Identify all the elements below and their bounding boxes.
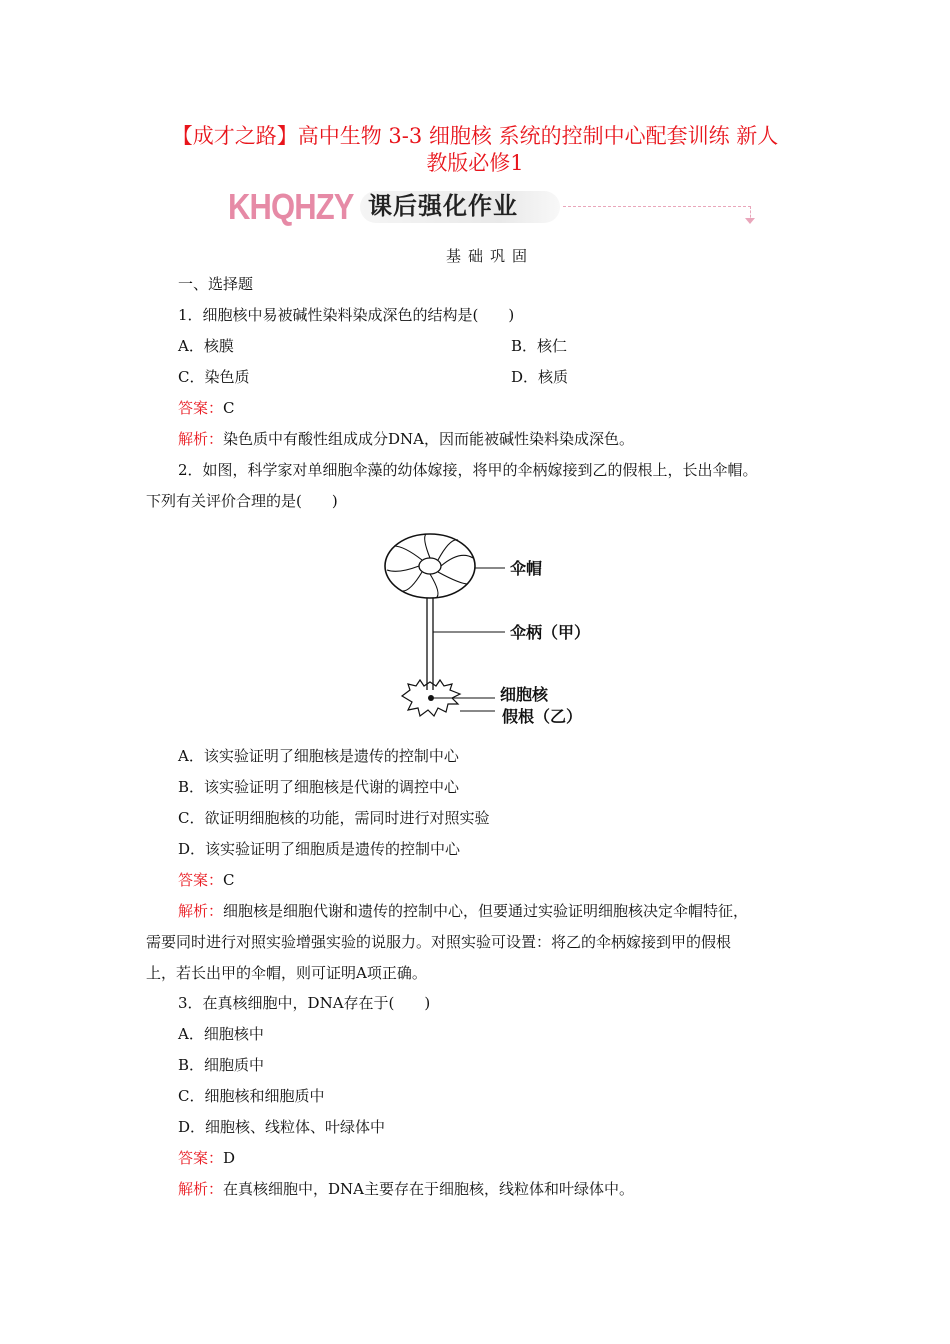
label-stalk: 伞柄（甲） (510, 623, 591, 642)
q1-option-b: B．核仁 (511, 337, 568, 355)
q2-stem-line1: 2．如图，科学家对单细胞伞藻的幼体嫁接，将甲的伞柄嫁接到乙的假根上，长出伞帽。 (178, 461, 758, 479)
acetabularia-figure (380, 528, 620, 732)
part-heading: 一、选择题 (178, 275, 254, 293)
document-title-line2: 教版必修1 (426, 151, 524, 175)
section-title: 基础巩固 (445, 247, 534, 265)
homework-banner (228, 185, 760, 231)
q2-answer (178, 870, 235, 890)
banner-dashed-line (563, 206, 751, 207)
q2-option-c: C．欲证明细胞核的功能，需同时进行对照实验 (178, 809, 490, 827)
analysis-text: 细胞核是细胞代谢和遗传的控制中心，但要通过实验证明细胞核决定伞帽特征， (223, 902, 749, 920)
document-title-line1: 【成才之路】高中生物 3-3 细胞核 系统的控制中心配套训练 新人 (171, 124, 779, 148)
answer-label: 答案： (178, 1149, 224, 1167)
q2-analysis-line1 (178, 901, 748, 921)
nucleus-dot (428, 695, 434, 701)
q1-stem: 1．细胞核中易被碱性染料染成深色的结构是( ) (178, 306, 515, 324)
answer-label: 答案： (178, 871, 224, 889)
q3-option-c: C．细胞核和细胞质中 (178, 1087, 325, 1105)
analysis-label: 解析： (178, 430, 224, 448)
label-nucleus: 细胞核 (500, 685, 549, 704)
analysis-text: 在真核细胞中，DNA主要存在于细胞核，线粒体和叶绿体中。 (223, 1180, 635, 1198)
answer-value: D (223, 1149, 236, 1167)
cap-center (419, 558, 441, 574)
answer-value: C (223, 871, 235, 889)
analysis-text: 染色质中有酸性组成成分DNA，因而能被碱性染料染成深色。 (223, 430, 635, 448)
q2-analysis-line2: 需要同时进行对照实验增强实验的说服力。对照实验可设置：将乙的伞柄嫁接到甲的假根 (146, 933, 732, 951)
q3-option-b: B．细胞质中 (178, 1056, 265, 1074)
q1-option-a: A．核膜 (178, 337, 234, 355)
q2-option-d: D．该实验证明了细胞质是遗传的控制中心 (178, 840, 461, 858)
q2-stem-line2: 下列有关评价合理的是( ) (146, 492, 338, 510)
arrow-down-icon (745, 218, 755, 224)
q3-option-a: A．细胞核中 (178, 1025, 264, 1043)
q1-option-c: C．染色质 (178, 368, 250, 386)
q1-option-d: D．核质 (511, 368, 569, 386)
q1-answer (178, 398, 235, 418)
acetabularia-diagram (380, 528, 620, 728)
banner-logo: KHQHZY (228, 186, 354, 227)
q2-analysis-line3: 上，若长出甲的伞帽，则可证明A项正确。 (146, 964, 427, 982)
cap-ribs (387, 534, 473, 598)
answer-value: C (223, 399, 235, 417)
analysis-label: 解析： (178, 1180, 224, 1198)
analysis-label: 解析： (178, 902, 224, 920)
label-cap: 伞帽 (510, 559, 543, 578)
q2-option-b: B．该实验证明了细胞核是代谢的调控中心 (178, 778, 460, 796)
cap-outline (385, 534, 475, 598)
label-rhizoid: 假根（乙） (502, 707, 583, 726)
q3-option-d: D．细胞核、线粒体、叶绿体中 (178, 1118, 386, 1136)
answer-label: 答案： (178, 399, 224, 417)
banner-text: 课后强化作业 (368, 192, 518, 220)
q3-stem: 3．在真核细胞中，DNA存在于( ) (178, 994, 431, 1012)
q1-analysis (178, 429, 634, 449)
q3-analysis (178, 1179, 634, 1199)
q3-answer (178, 1148, 235, 1168)
q2-option-a: A．该实验证明了细胞核是遗传的控制中心 (178, 747, 459, 765)
